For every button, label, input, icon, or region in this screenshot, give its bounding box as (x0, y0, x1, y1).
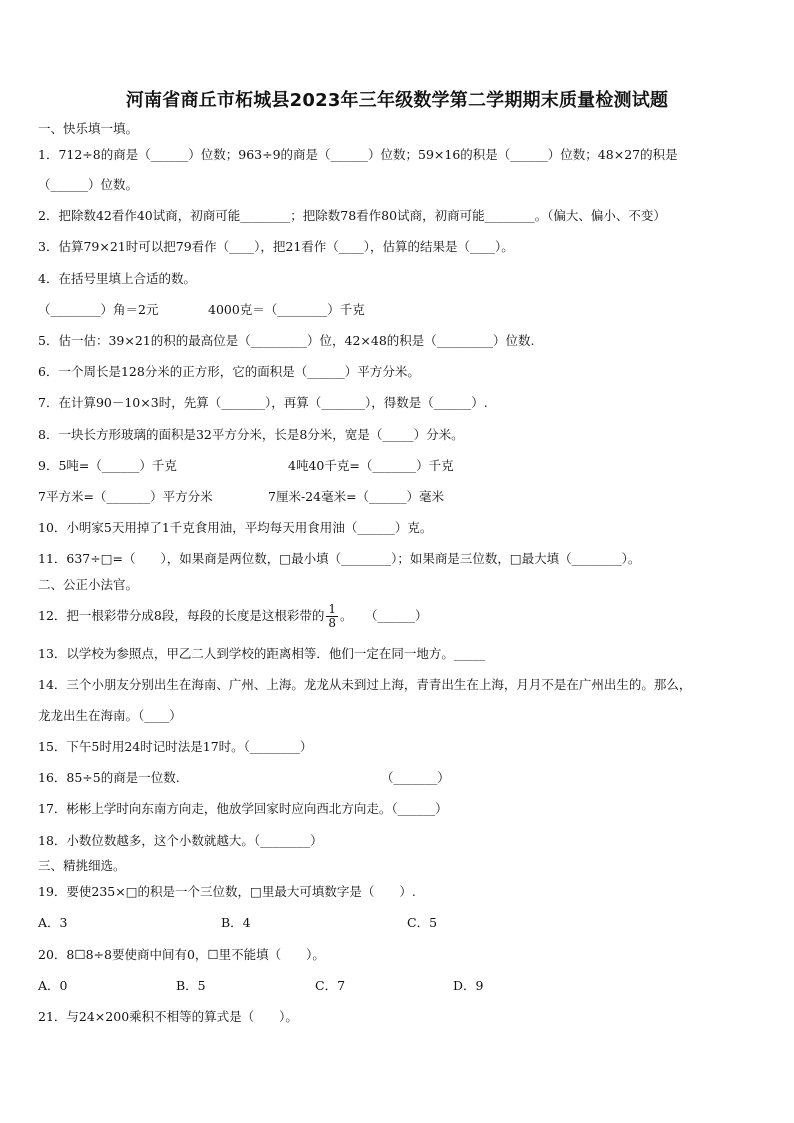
question-1-line-1: 1．712÷8的商是（______）位数；963÷9的商是（______）位数；59×16的积是（______）位数；48×27的积是 (38, 147, 678, 162)
question-14-line-2: 龙龙出生在海南。（____） (38, 708, 182, 723)
question-7: 7．在计算90－10×3时，先算（_______），再算（_______），得数是（______）. (38, 395, 488, 410)
question-3: 3．估算79×21时可以把79看作（____），把21看作（____），估算的结果是（____）。 (38, 239, 514, 254)
fraction-denominator: 8 (328, 616, 337, 630)
question-18: 18．小数位数越多，这个小数就越大。（________） (38, 833, 323, 848)
question-5: 5．估一估：39×21的积的最高位是（_________）位，42×48的积是（_________）位数. (38, 333, 535, 348)
question-16: 16．85÷5的商是一位数. (38, 770, 180, 785)
question-12 (38, 601, 428, 631)
question-9-part-d: 7厘米-24毫米=（______）毫米 (268, 489, 445, 504)
question-4-part-a: （________）角＝2元 (38, 302, 159, 317)
question-15: 15．下午5时用24时记时法是17时。（________） (38, 739, 313, 754)
question-19-option-b: B．4 (221, 915, 251, 930)
question-1-line-2: （______）位数。 (38, 177, 139, 192)
question-19-option-a: A．3 (38, 915, 68, 930)
question-10: 10．小明家5天用掉了1千克食用油，平均每天用食用油（______）克。 (38, 520, 433, 535)
question-17: 17．彬彬上学时向东南方向走，他放学回家时应向西北方向走。（______） (38, 801, 448, 816)
question-20-option-a: A．0 (38, 978, 68, 993)
question-20-option-d: D．9 (453, 978, 484, 993)
question-19: 19．要使235×□的积是一个三位数，□里最大可填数字是（ ）. (38, 884, 416, 899)
section-heading-1: 一、快乐填一填。 (38, 121, 139, 136)
question-6: 6．一个周长是128分米的正方形，它的面积是（______）平方分米。 (38, 364, 420, 379)
question-8: 8．一块长方形玻璃的面积是32平方分米，长是8分米，宽是（_____）分米。 (38, 427, 464, 442)
question-9-part-b: 4吨40千克=（_______）千克 (288, 458, 454, 473)
page-title: 河南省商丘市柘城县2023年三年级数学第二学期期末质量检测试题 (125, 90, 669, 111)
question-11: 11．637÷□=（ ），如果商是两位数，□最小填（________）；如果商是三位数，□最大填（________）。 (38, 551, 641, 566)
fraction-one-eighth (326, 603, 338, 630)
question-12-answer: 。 （______） (340, 608, 428, 623)
fraction-numerator: 1 (328, 602, 337, 616)
question-14-line-1: 14．三个小朋友分别出生在海南、广州、上海。龙龙从未到过上海，青青出生在上海，月月不是在广州出生的。那么， (38, 677, 692, 692)
question-9-part-a: 9．5吨=（______）千克 (38, 458, 177, 473)
question-21: 21．与24×200乘积不相等的算式是（ ）。 (38, 1009, 298, 1024)
question-20-option-c: C．7 (315, 978, 346, 993)
question-4: 4．在括号里填上合适的数。 (38, 271, 196, 286)
question-13: 13．以学校为参照点，甲乙二人到学校的距离相等．他们一定在同一地方。_____ (38, 646, 486, 661)
question-16-answer: （_______） (381, 770, 450, 785)
question-20-option-b: B．5 (176, 978, 206, 993)
question-2: 2．把除数42看作40试商，初商可能________；把除数78看作80试商，初商可能________。（偏大、偏小、不变） (38, 208, 666, 223)
question-19-option-c: C．5 (407, 915, 438, 930)
question-4-part-b: 4000克＝（________）千克 (208, 302, 365, 317)
section-heading-3: 三、精挑细选。 (38, 858, 126, 873)
question-20: 20．8☐8÷8要使商中间有0，☐里不能填（ ）。 (38, 947, 325, 962)
question-12-text: 12．把一根彩带分成8段，每段的长度是这根彩带的 (38, 608, 325, 623)
question-9-part-c: 7平方米=（_______）平方分米 (38, 489, 213, 504)
section-heading-2: 二、公正小法官。 (38, 577, 139, 592)
